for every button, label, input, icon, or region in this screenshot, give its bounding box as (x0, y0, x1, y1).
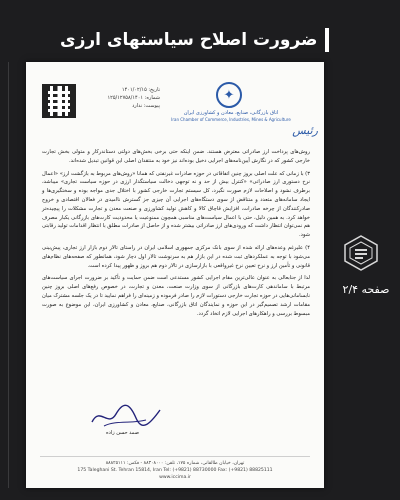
org-name-fa: اتاق بازرگانی، صنایع، معادن و کشاورزی ایران (183, 110, 279, 116)
paragraph: ۳) با زمانی که علت اصلی بروز چنین اتفاقاتی در حوزه صادرات غیرنفتی که همانا «روش‌های مربوط به بازگشت ارز» «اعمال نرخ دستوری ارز صادراتی» «کنترل بیش از حد و نه توجهی دخالت سیاستگذار ارزی در حوزه سیاست تجاری» میباشد، برطرف نشود و اصلاحات لازم صورت نگیرد، کل سیستم تجارت خارجی کشور با اختلال جدی مواجه بوده و سختگیری‌ها و ایجاد سامانه‌های متعدد و متناقض از سوی دستگاه‌های اجرایی آن چیزی جز گسترش ناامیدی در فعالان اقتصادی و خروج صادرکنندگان از چرخه صادرات، افزایش قاچاق کالا و کاهش تولید کشاورزی و صنعت معدن و تجارت مشکلات را پیچیده‌تر خواهد کرد. به همین دلیل، حتی با اعمال سیاست‌های مناسبی همچون ممنوعیت یا محدودیت کارت‌های بازرگانی یکبار مصرف هم نمی‌توان انتظار داشت که ورودی‌های ارز صادراتی بیشتر شده و از حاصل از صادرات مطلق با انتظار اقدامات تولید رقابتی شود. (42, 170, 310, 239)
headline-bar (325, 28, 329, 52)
headline (60, 22, 384, 58)
chamber-logo-icon: ✦ (216, 82, 242, 108)
org-name-en: Iran Chamber of Commerce, Industries, Mines & Agriculture (171, 117, 291, 122)
qr-code-icon (42, 84, 76, 118)
left-divider (8, 62, 9, 488)
page-title: ضرورت اصلاح سیاستهای ارزی (60, 30, 318, 50)
salutation: رئیس (292, 124, 318, 137)
attachment-value: ندارد (132, 103, 143, 109)
signer-name: صمد حسن زاده (106, 430, 139, 436)
paragraph: ۴) علیرغم وعده‌های ارائه شده از سوی بانک مرکزی جمهوری اسلامی ایران در راستای تالار دوم بازار ارز تجاری، پیش‌بینی می‌شود با توجه به عملکردهای ثبت شده در این بازار هم به سرنوشت تالار اول دچار شود، همانطور که صفحه‌های نظام‌های قانونی و تأمین ارز و نرخ تعیین نرخ غیرواقعی با بازارسازی در تالار دوم هم بروز و ظهور پیدا کرده است. (42, 244, 310, 269)
signature-block (86, 400, 166, 440)
footer-address-en: 175 Taleghani St. Tehran 15814, Iran Tel: (+9821) 88730000 Fax: (+9821) 88825111 (77, 468, 273, 473)
attachment-label: پیوست: (143, 103, 160, 109)
page-indicator: صفحه ۲/۴ (342, 283, 390, 296)
letter-document (26, 62, 324, 488)
number-label: شماره: (144, 95, 160, 101)
number-value: ۱۲۵/۱۲۷۵۸/۱۴۰۱ (107, 95, 144, 101)
footer-address-fa: تهران، خیابان طالقانی، شماره ۱۷۵، تلفن: ۸۸۳۰۸۰۰۰ - فکس: ۸۸۸۲۵۱۱۱ (105, 461, 245, 466)
letter-header (38, 70, 312, 132)
handwritten-signature-icon (86, 400, 166, 430)
letter-footer (40, 456, 310, 481)
letter-body (42, 148, 310, 322)
brand-badge-icon (342, 234, 380, 272)
date-value: ۱۴۰۱/۰۲/۱۵ (121, 87, 147, 93)
date-label: تاریخ: (148, 87, 160, 93)
paragraph: لذا از جنابعالی به عنوان عالی‌ترین مقام اجرایی کشور مستدعی است ضمن حمایت و تأکید بر ضرورت اجرای سیاست‌های مرتبط با ساماندهی کارت‌های بازرگانی از سوی وزارت صنعت، معدن و تجارت، در خصوص رفع‌های اصلی بروز چنین نابسامانی‌هایی در حوزه تجارت خارجی دستورات لازم را صادر فرموده و زمینه‌ای را فراهم نمایید تا در یک جلسه مشترک میان مقامات ارشد تصمیم‌گیر در این حوزه و نمایندگان اتاق بازرگانی، صنایع، معادن و کشاورزی ایران، این موضوع به صورت مبسوط بررسی و راهکارهای اجرایی لازم اتخاذ گردد. (42, 275, 310, 317)
letter-meta (80, 86, 160, 110)
footer-website: www.iccima.ir (159, 475, 191, 480)
paragraph: روش‌های پرداخت ارز صادراتی معترض هستند. ضمن اینکه حتی برخی بخش‌های دولتی دستاندرکار و متولی بخش تجارت خارجی کشور که در نگارش آیین‌نامه‌های اجرایی دخیل بوده‌اند نیز خود به منتقدان اصلی این قوانین تبدیل شده‌اند. (42, 149, 310, 164)
